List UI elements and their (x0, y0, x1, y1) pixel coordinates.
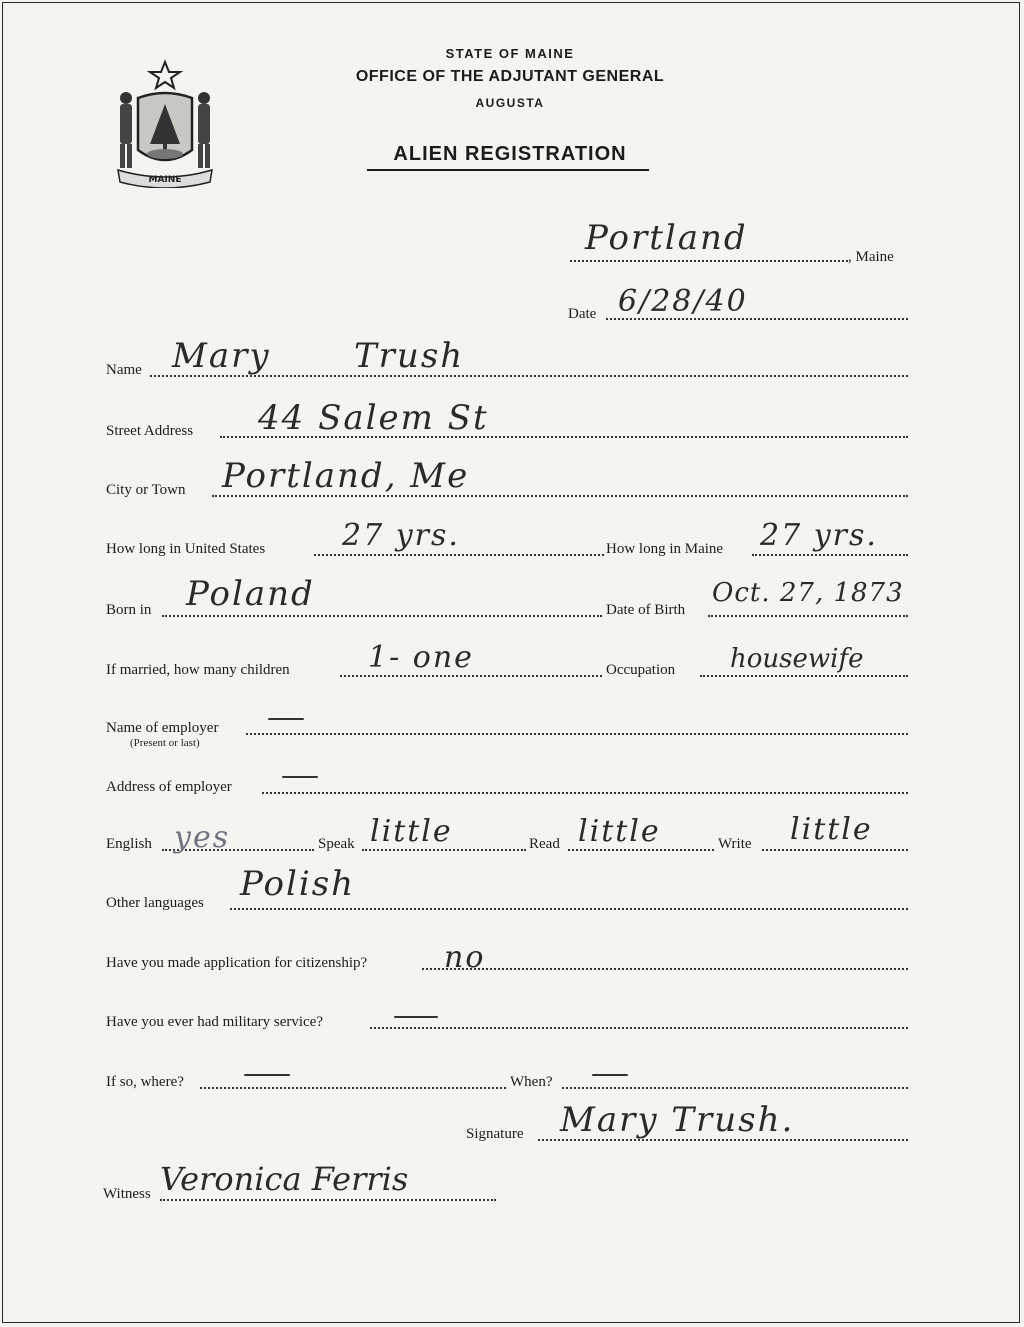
born-in-value: Poland (186, 574, 315, 614)
how-long-us-value: 27 yrs. (342, 518, 460, 553)
other-languages-value: Polish (240, 864, 356, 904)
form-title: ALIEN REGISTRATION (393, 143, 627, 165)
other-languages-line (230, 908, 908, 910)
when-label: When? (510, 1074, 553, 1090)
header-office: OFFICE OF THE ADJUTANT GENERAL (355, 68, 665, 85)
military-line (370, 1027, 908, 1029)
write-value: little (790, 812, 873, 847)
read-line (568, 849, 714, 851)
children-label: If married, how many children (106, 662, 290, 678)
date-of-birth-label: Date of Birth (606, 602, 686, 618)
street-address-value: 44 Salem St (258, 398, 489, 438)
military-dash (394, 1016, 438, 1018)
occupation-label: Occupation (606, 662, 676, 678)
date-of-birth-line (708, 615, 908, 617)
english-label: English (106, 836, 152, 852)
header-state: STATE OF MAINE (445, 46, 575, 61)
when-line (562, 1087, 908, 1089)
how-long-maine-label: How long in Maine (606, 541, 724, 557)
occupation-line (700, 675, 908, 677)
if-so-where-line (200, 1087, 506, 1089)
date-label: Date (568, 306, 597, 322)
how-long-maine-value: 27 yrs. (760, 518, 878, 553)
employer-name-sublabel: (Present or last) (130, 737, 200, 749)
born-in-label: Born in (106, 602, 152, 618)
if-so-where-dash (244, 1074, 290, 1076)
employer-name-dash (268, 718, 304, 720)
maine-label: , Maine (848, 249, 894, 265)
citizenship-label: Have you made application for citizenship? (106, 955, 368, 971)
occupation-value: housewife (730, 644, 864, 674)
place-line (570, 260, 848, 262)
place-value: Portland (585, 218, 748, 258)
employer-address-label: Address of employer (106, 779, 232, 795)
city-label: City or Town (106, 482, 186, 498)
header-city: AUGUSTA (475, 96, 545, 110)
born-in-line (162, 615, 602, 617)
if-so-where-label: If so, where? (106, 1074, 184, 1090)
english-value: yes (174, 820, 231, 855)
how-long-us-line (314, 554, 604, 556)
maine-seal-icon (110, 58, 220, 188)
write-line (762, 849, 908, 851)
read-value: little (578, 814, 661, 849)
children-value: 1- one (368, 640, 474, 675)
witness-label: Witness (103, 1186, 151, 1202)
employer-address-line (262, 792, 908, 794)
street-address-label: Street Address (106, 423, 194, 439)
other-languages-label: Other languages (106, 895, 204, 911)
signature-label: Signature (466, 1126, 524, 1142)
employer-name-label: Name of employer (106, 720, 219, 736)
date-value: 6/28/40 (618, 284, 748, 319)
how-long-maine-line (752, 554, 908, 556)
title-underline (367, 169, 649, 171)
speak-label: Speak (318, 836, 355, 852)
svg-text:MAINE: MAINE (148, 175, 182, 185)
employer-address-dash (282, 776, 318, 778)
how-long-us-label: How long in United States (106, 541, 266, 557)
speak-line (362, 849, 526, 851)
employer-name-line (246, 733, 908, 735)
when-dash (592, 1074, 628, 1076)
name-label: Name (106, 362, 142, 378)
write-label: Write (718, 836, 752, 852)
citizenship-line (422, 968, 908, 970)
military-label: Have you ever had military service? (106, 1014, 323, 1030)
speak-value: little (370, 814, 453, 849)
read-label: Read (529, 836, 560, 852)
signature-value: Mary Trush. (560, 1100, 795, 1140)
first-name-value: Mary (172, 336, 271, 376)
witness-line (160, 1199, 496, 1201)
last-name-value: Trush (354, 336, 465, 376)
witness-value: Veronica Ferris (160, 1160, 409, 1198)
date-of-birth-value: Oct. 27, 1873 (712, 578, 904, 608)
citizenship-value: no (444, 940, 486, 975)
city-value: Portland, Me (222, 456, 470, 496)
children-line (340, 675, 602, 677)
